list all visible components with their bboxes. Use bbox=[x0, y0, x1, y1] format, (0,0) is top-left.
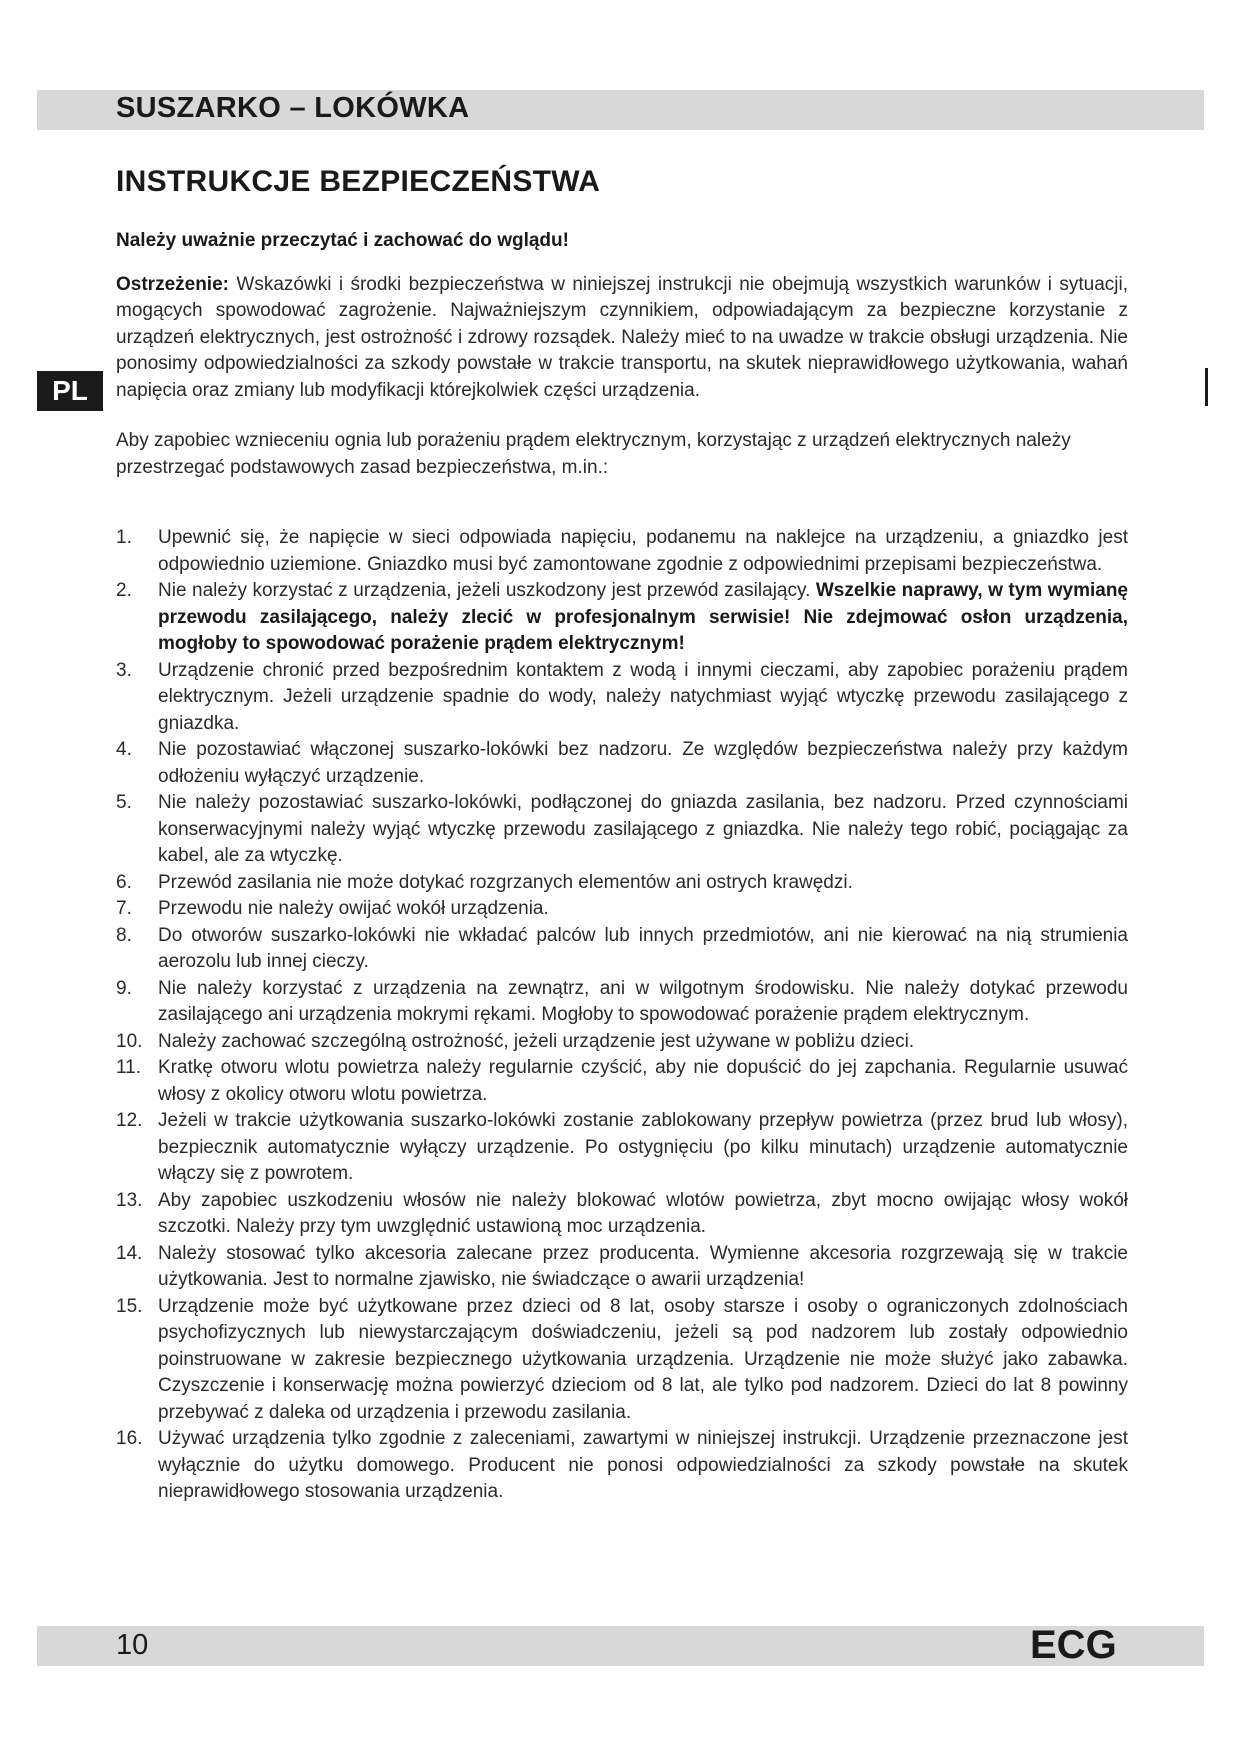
list-item-number: 5. bbox=[116, 792, 132, 813]
list-item-number: 8. bbox=[116, 924, 132, 946]
brand-logo: ECG bbox=[1030, 1623, 1117, 1667]
list-item-number: 13. bbox=[116, 1189, 143, 1211]
list-item-number: 2. bbox=[116, 580, 132, 601]
document-title: SUSZARKO – LOKÓWKA bbox=[116, 92, 470, 124]
list-item-emphasis: Wszelkie naprawy, w tym wymianę przewodu zasilającego, należy zlecić w profesjonalnym serwisie! Nie zdejmować osłon urządzenia, mogłoby to spowodować porażenie prądem elektrycznym! bbox=[158, 580, 1129, 654]
list-item bbox=[116, 923, 1128, 976]
warning-paragraph bbox=[116, 272, 1128, 405]
list-item-number: 6. bbox=[116, 871, 132, 893]
list-item bbox=[116, 737, 1128, 790]
list-item bbox=[116, 976, 1128, 1029]
list-item bbox=[116, 1029, 1128, 1056]
intro-paragraph: Aby zapobiec wznieceniu ognia lub porażeniu prądem elektrycznym, korzystając z urządzeń elektrycznych należy przestrzegać podstawowych zasad bezpieczeństwa, m.in.: bbox=[116, 430, 1071, 478]
list-item-number: 16. bbox=[116, 1428, 143, 1449]
list-item-text: Jeżeli w trakcie użytkowania suszarko-lokówki zostanie zablokowany przepływ powietrza (przez brud lub włosy), bezpiecznik automatycznie wyłączy urządzenie. Po ostygnięciu (po kilku minutach) urządzenie automatycznie włączy się z powrotem. bbox=[158, 1110, 1128, 1184]
list-item-text: Należy stosować tylko akcesoria zalecane przez producenta. Wymienne akcesoria rozgrzewają się w trakcie użytkowania. Jest to normalne zjawisko, nie świadczące o awarii urządzenia! bbox=[158, 1242, 1128, 1290]
list-item bbox=[116, 658, 1128, 738]
list-item-text: Kratkę otworu wlotu powietrza należy regularnie czyścić, aby nie dopuścić do jej zapchania. Regularnie usuwać włosy z okolicy otworu wlotu powietrza. bbox=[158, 1057, 1128, 1105]
list-item-text: Nie pozostawiać włączonej suszarko-lokówki bez nadzoru. Ze względów bezpieczeństwa należy przy każdym odłożeniu wyłączyć urządzenie. bbox=[158, 739, 1128, 787]
list-item bbox=[116, 790, 1128, 870]
list-item bbox=[116, 525, 1128, 578]
list-item-text: Urządzenie może być użytkowane przez dzieci od 8 lat, osoby starsze i osoby o ograniczonych zdolnościach psychofizycznych lub niewystarczającym doświadczeniu, jeżeli są pod nadzorem lub zostały odpowiednio poinstruowane w zakresie bezpiecznego użytkowania urządzenia. Urządzenie nie może służyć jako zabawka. Czyszczenie i konserwację można powierzyć dzieciom od 8 lat, ale tylko pod nadzorem. Dzieci do lat 8 powinny przebywać z daleka od urządzenia i przewodu zasilania. bbox=[158, 1295, 1128, 1423]
list-item-text: Nie należy korzystać z urządzenia na zewnątrz, ani w wilgotnym środowisku. Nie należy dotykać przewodu zasilającego ani urządzenia mokrymi rękami. Mogłoby to spowodować porażenie prądem elektrycznym. bbox=[158, 977, 1128, 1025]
list-item-number: 12. bbox=[116, 1110, 143, 1131]
list-item-number: 10. bbox=[116, 1030, 143, 1052]
list-item-text: Używać urządzenia tylko zgodnie z zaleceniami, zawartymi w niniejszej instrukcji. Urządzenie przeznaczone jest wyłącznie do użytku domowego. Producent nie ponosi odpowiedzialności za szkody powstałe na skutek nieprawidłowego stosowania urządzenia. bbox=[158, 1428, 1128, 1502]
list-item bbox=[116, 1188, 1128, 1241]
page-number: 10 bbox=[116, 1629, 149, 1661]
list-item bbox=[116, 1294, 1128, 1427]
list-item-text: Do otworów suszarko-lokówki nie wkładać palców lub innych przedmiotów, ani nie kierować na nią strumienia aerozolu lub innej cieczy. bbox=[158, 924, 1128, 972]
list-item-text: Upewnić się, że napięcie w sieci odpowiada napięciu, podanemu na naklejce na urządzeniu, a gniazdko jest odpowiednio uziemione. Gniazdko musi być zamontowane zgodnie z odpowiednimi przepisami bezpieczeństwa. bbox=[158, 527, 1128, 575]
list-item bbox=[116, 578, 1128, 658]
language-tab: PL bbox=[37, 371, 103, 411]
list-item-number: 7. bbox=[116, 898, 132, 919]
list-item bbox=[116, 1241, 1128, 1294]
content-body bbox=[116, 228, 1128, 1506]
list-item-text: Przewód zasilania nie może dotykać rozgrzanych elementów ani ostrych krawędzi. bbox=[158, 871, 853, 893]
list-item-number: 3. bbox=[116, 659, 132, 681]
list-item bbox=[116, 1055, 1128, 1108]
list-item-number: 9. bbox=[116, 977, 132, 999]
list-item bbox=[116, 896, 1128, 923]
list-item-number: 4. bbox=[116, 739, 132, 760]
safety-rules-list bbox=[116, 525, 1128, 1506]
list-item-number: 11. bbox=[116, 1057, 142, 1078]
list-item bbox=[116, 870, 1128, 897]
list-item bbox=[116, 1108, 1128, 1188]
list-item bbox=[116, 1426, 1128, 1506]
footer-bar bbox=[37, 1626, 1204, 1666]
list-item-text: Urządzenie chronić przed bezpośrednim kontaktem z wodą i innymi cieczami, aby zapobiec porażeniu prądem elektrycznym. Jeżeli urządzenie spadnie do wody, należy natychmiast wyjąć wtyczkę przewodu zasilającego z gniazdka. bbox=[158, 659, 1128, 734]
list-item-number: 14. bbox=[116, 1242, 143, 1264]
warning-label: Ostrzeżenie: bbox=[116, 273, 229, 295]
list-item-number: 15. bbox=[116, 1295, 143, 1317]
list-item-text: Należy zachować szczególną ostrożność, jeżeli urządzenie jest używane w pobliżu dzieci. bbox=[158, 1030, 915, 1052]
list-item-number: 1. bbox=[116, 527, 132, 548]
warning-text: Wskazówki i środki bezpieczeństwa w niniejszej instrukcji nie obejmują wszystkich warunków i sytuacji, mogących spowodować zagrożenie. Najważniejszym czynnikiem, odpowiadającym za bezpieczne korzystanie z urządzeń elektrycznych, jest ostrożność i zdrowy rozsądek. Należy mieć to na uwadze w trakcie obsługi urządzenia. Nie ponosimy odpowiedzialności za szkody powstałe w trakcie transportu, na skutek nieprawidłowego użytkowania, wahań napięcia oraz zmiany lub modyfikacji którejkolwiek części urządzenia. bbox=[116, 273, 1128, 401]
read-note: Należy uważnie przeczytać i zachować do wglądu! bbox=[116, 230, 569, 251]
section-title: INSTRUKCJE BEZPIECZEŃSTWA bbox=[116, 165, 601, 198]
list-item-text: Nie należy pozostawiać suszarko-lokówki, podłączonej do gniazda zasilania, bez nadzoru. Przed czynnościami konserwacyjnymi należy wyjąć wtyczkę przewodu zasilającego z gniazdka. Nie należy tego robić, pociągając za kabel, ale za wtyczkę. bbox=[158, 792, 1128, 866]
list-item-text: Nie należy korzystać z urządzenia, jeżeli uszkodzony jest przewód zasilający. bbox=[158, 580, 816, 601]
margin-marker bbox=[1205, 368, 1208, 406]
list-item-text: Przewodu nie należy owijać wokół urządzenia. bbox=[158, 898, 549, 919]
list-item-text: Aby zapobiec uszkodzeniu włosów nie należy blokować wlotów powietrza, zbyt mocno owijając włosy wokół szczotki. Należy przy tym uwzględnić ustawioną moc urządzenia. bbox=[158, 1189, 1128, 1237]
